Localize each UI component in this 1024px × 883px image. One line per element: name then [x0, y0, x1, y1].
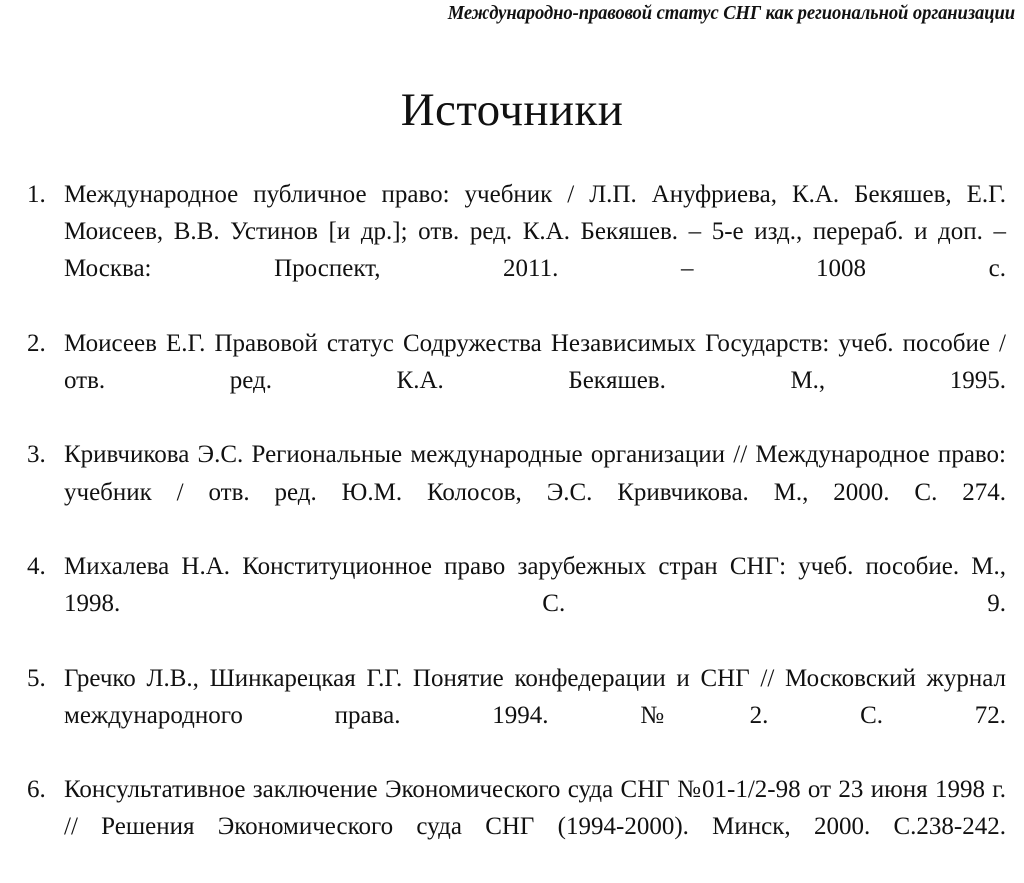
list-item-text: Кривчикова Э.С. Региональные международные организации // Международное право: учебник / отв. ред. Ю.М. Колосов, Э.С. Кривчикова. М., 2000. С. 274. [64, 441, 1006, 506]
list-item [14, 436, 1006, 548]
list-item-number: 5. [27, 664, 46, 692]
page-title [0, 82, 1024, 138]
list-item [14, 771, 1006, 883]
list-item [14, 176, 1006, 325]
list-item-text: Моисеев Е.Г. Правовой статус Содружества Независимых Государств: учеб. пособие / отв. ред. К.А. Бекяшев. М., 1995. [64, 329, 1006, 395]
list-item-number: 2. [27, 329, 46, 357]
running-header-text: Международно-правовой статус СНГ как региональной организации [447, 3, 1015, 24]
list-item [14, 325, 1006, 437]
list-item-number: 6. [27, 776, 46, 804]
list-item-text: Консультативное заключение Экономического суда СНГ №01-1/2-98 от 23 июня 1998 г. // Решения Экономического суда СНГ (1994-2000). Минск, 2000. С.238-242. [64, 776, 1006, 841]
list-item-number: 3. [27, 441, 46, 469]
list-item-text: Международное публичное право: учебник / Л.П. Ануфриева, К.А. Бекяшев, Е.Г. Моисеев, В.В. Устинов [и др.]; отв. ред. К.А. Бекяшев. – 5-е изд., перераб. и доп. – Москва: Проспект, 2011. – 1008 с. [64, 181, 1006, 283]
list-item-number: 1. [27, 181, 46, 208]
list-item-text: Гречко Л.В., Шинкарецкая Г.Г. Понятие конфедерации и СНГ // Московский журнал международного права. 1994. №2. С. 72. [64, 664, 1006, 729]
list-item [14, 548, 1006, 660]
slide-running-header [0, 2, 1024, 26]
list-item-number: 4. [27, 553, 46, 581]
list-item [14, 660, 1006, 772]
references-list [14, 176, 1006, 883]
list-item-text: Михалева Н.А. Конституционное право зарубежных стран СНГ: учеб. пособие. М., 1998. С. 9. [64, 553, 1006, 618]
page-title-text: Источники [400, 84, 624, 136]
